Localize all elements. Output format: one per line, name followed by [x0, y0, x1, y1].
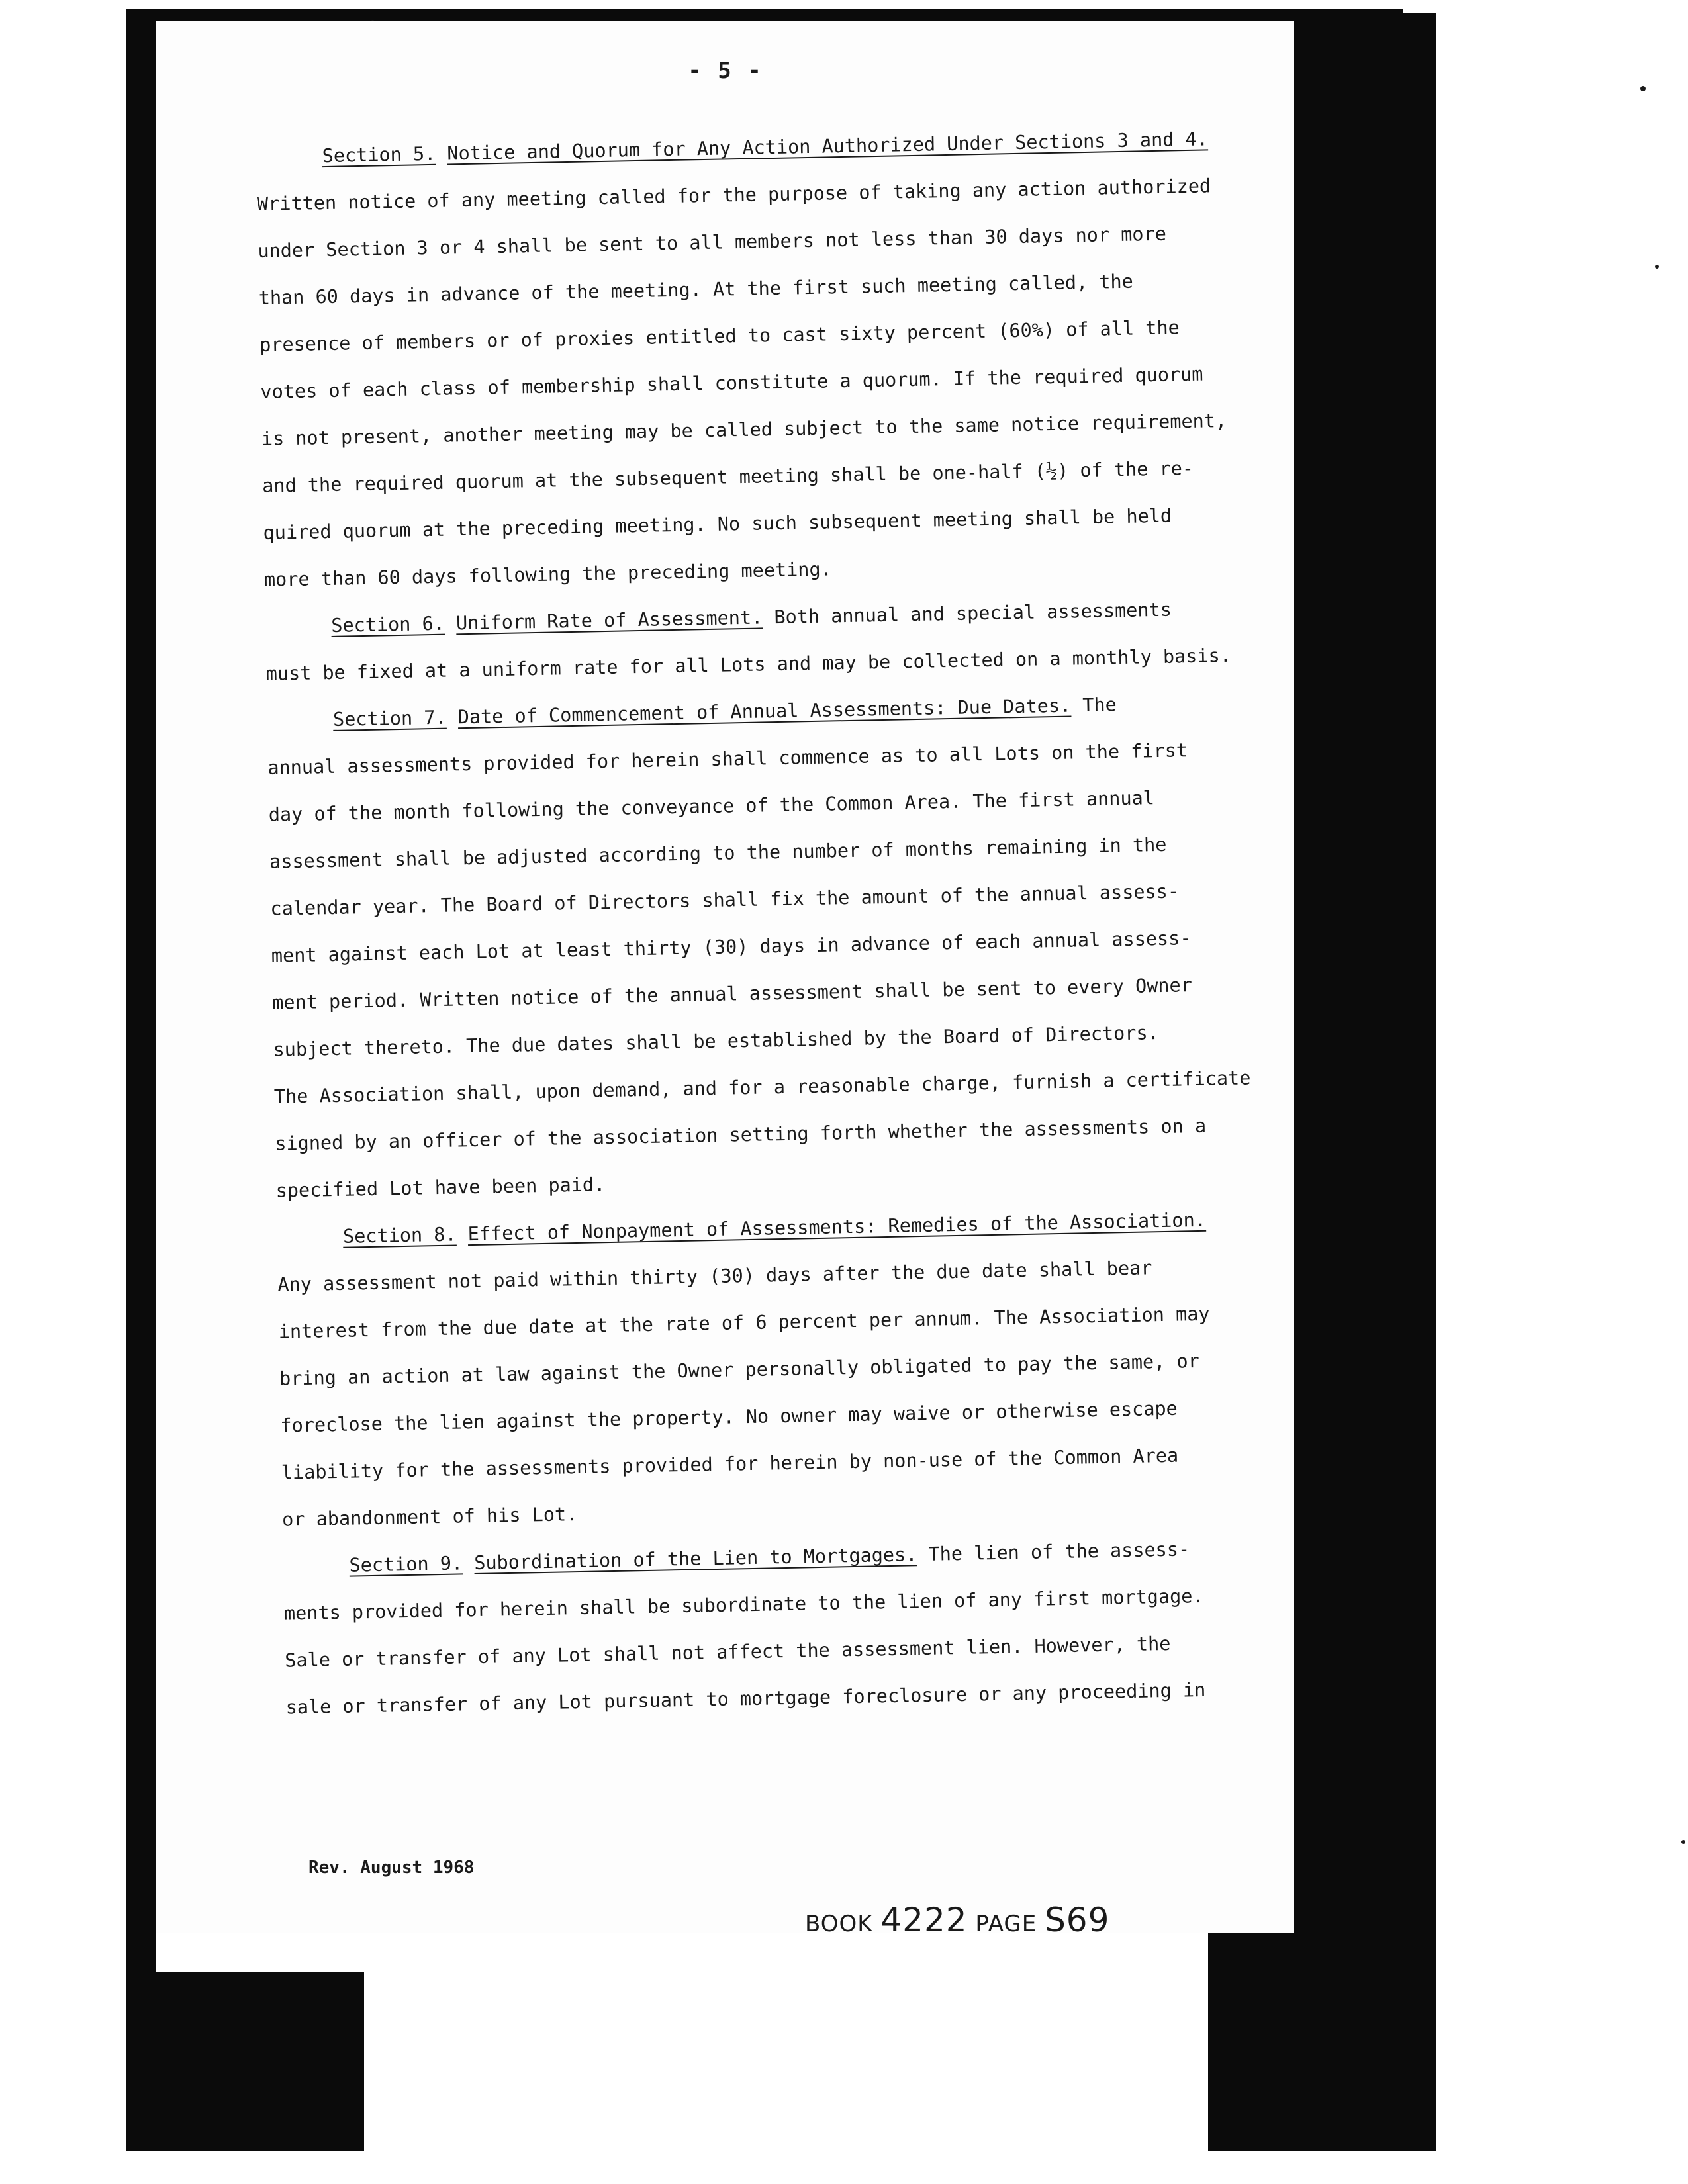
section-7-label: Section 7.: [332, 706, 447, 731]
section-5-line: more than 60 days following the preceding meeting.: [263, 558, 833, 591]
section-5-line: votes of each class of membership shall constitute a quorum. If the required quorum: [260, 363, 1203, 403]
scan-speck: [1640, 86, 1646, 91]
section-9-line: Sale or transfer of any Lot shall not affect the assessment lien. However, the: [284, 1632, 1171, 1672]
section-7-line: assessment shall be adjusted according to the number of months remaining in the: [269, 833, 1167, 873]
section-6-title: Uniform Rate of Assessment.: [455, 606, 763, 635]
section-7-line: calendar year. The Board of Directors shall fix the amount of the annual assess-: [270, 880, 1180, 920]
section-5-line: under Section 3 or 4 shall be sent to all members not less than 30 days nor more: [258, 222, 1167, 262]
document-page: [156, 21, 1294, 1939]
section-8-line: or abandonment of his Lot.: [281, 1503, 578, 1531]
section-6-label: Section 6.: [330, 612, 445, 637]
section-6-line: must be fixed at a uniform rate for all Lots and may be collected on a monthly basis.: [265, 644, 1232, 685]
section-7-line: specified Lot have been paid.: [275, 1173, 606, 1202]
book-ref-mid: PAGE: [975, 1911, 1037, 1937]
section-5-line: than 60 days in advance of the meeting. At the first such meeting called, the: [258, 270, 1134, 309]
scan-shadow-bottom-left: [126, 1972, 364, 2151]
scan-speck: [1681, 1840, 1685, 1844]
section-7-line: day of the month following the conveyance of the Common Area. The first annual: [268, 787, 1155, 826]
section-8-line: foreclose the lien against the property. No owner may waive or otherwise escape: [280, 1397, 1178, 1437]
section-7-line: annual assessments provided for herein shall commence as to all Lots on the first: [267, 739, 1188, 779]
section-9-line: ments provided for herein shall be subordinate to the lien of any first mortgage.: [283, 1584, 1204, 1625]
section-8-line: bring an action at law against the Owner personally obligated to pay the same, or: [279, 1349, 1200, 1390]
section-7-line: signed by an officer of the association setting forth whether the assessments on a: [274, 1115, 1207, 1155]
section-7-title: Date of Commencement of Annual Assessments: Due Dates.: [457, 694, 1072, 729]
revision-date: Rev. August 1968: [308, 1858, 475, 1878]
section-7-line: ment against each Lot at least thirty (30) days in advance of each annual assess-: [271, 927, 1192, 967]
scan-speck: [1655, 265, 1659, 269]
book-ref-prefix: BOOK: [805, 1911, 873, 1937]
section-8-title: Effect of Nonpayment of Assessments: Remedies of the Association.: [467, 1208, 1207, 1246]
section-5-line: Written notice of any meeting called for the purpose of taking any action authorized: [256, 175, 1211, 215]
section-5-label: Section 5.: [322, 142, 436, 167]
section-9-label: Section 9.: [349, 1552, 463, 1576]
scan-shadow-bottom-right: [1208, 1933, 1436, 2151]
section-7-first-line: The: [1082, 694, 1117, 717]
section-8-line: interest from the due date at the rate of 6 percent per annum. The Association may: [278, 1302, 1210, 1343]
section-5-line: quired quorum at the preceding meeting. No such subsequent meeting shall be held: [263, 504, 1172, 544]
section-6-first-line: Both annual and special assessments: [774, 598, 1172, 629]
section-7-line: ment period. Written notice of the annual assessment shall be sent to every Owner: [271, 974, 1193, 1014]
scan-border-top: [126, 9, 1403, 21]
section-7-line: The Association shall, upon demand, and for a reasonable charge, furnish a certificate: [273, 1067, 1251, 1108]
scan-border-left: [126, 13, 156, 2151]
section-8-line: Any assessment not paid within thirty (30) days after the due date shall bear: [277, 1257, 1152, 1296]
book-ref-book: 4222: [880, 1901, 968, 1939]
section-5-line: presence of members or of proxies entitled to cast sixty percent (60%) of all the: [259, 316, 1180, 356]
book-ref-page: S69: [1045, 1901, 1110, 1939]
document-body: [256, 114, 1279, 1731]
section-8-line: liability for the assessments provided for herein by non-use of the Common Area: [281, 1444, 1179, 1484]
section-7-line: subject thereto. The due dates shall be established by the Board of Directors.: [273, 1022, 1160, 1061]
section-5-title: Notice and Quorum for Any Action Authorized Under Sections 3 and 4.: [447, 128, 1209, 165]
section-9-line: sale or transfer of any Lot pursuant to mortgage foreclosure or any proceeding in: [285, 1678, 1206, 1719]
section-9-first-line: The lien of the assess-: [928, 1538, 1190, 1565]
book-page-stamp: [805, 1901, 1109, 1939]
section-5-line: is not present, another meeting may be called subject to the same notice requirement,: [261, 409, 1227, 450]
section-8-label: Section 8.: [342, 1223, 457, 1248]
section-9-title: Subordination of the Lien to Mortgages.: [473, 1543, 917, 1574]
section-5-line: and the required quorum at the subsequent meeting shall be one-half (½) of the re-: [261, 457, 1194, 497]
page-number: - 5 -: [688, 58, 763, 84]
scan-border-right: [1294, 13, 1436, 1933]
